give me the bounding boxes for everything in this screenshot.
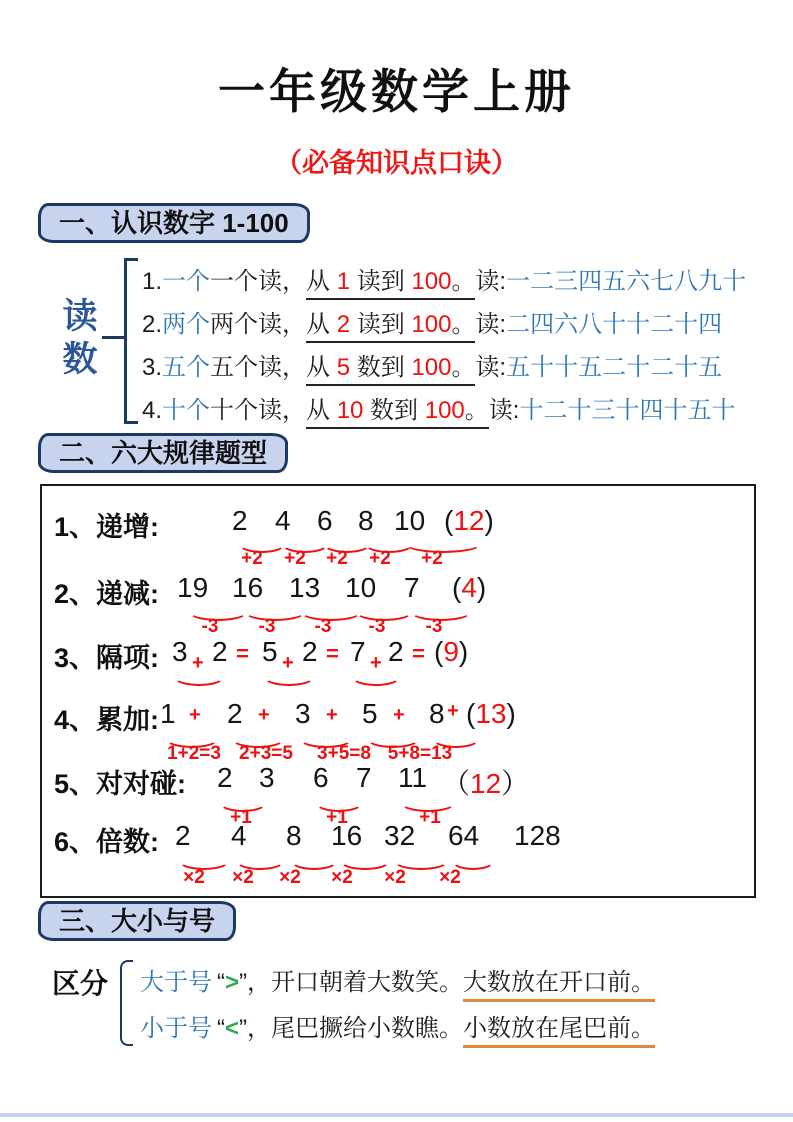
pattern-row-label: 5、对对碰:	[54, 769, 187, 799]
sum-label: 5+8=13	[387, 743, 453, 764]
step-label: +2	[284, 548, 306, 569]
pattern-number: 16	[232, 572, 264, 603]
answer-value: 12	[470, 768, 502, 799]
read-label: 读:	[475, 268, 507, 295]
bottom-divider	[0, 1113, 793, 1117]
range-end-value: 100	[411, 311, 452, 338]
pattern-number: 64	[448, 820, 480, 851]
range-text: 。	[464, 397, 489, 424]
plus-sign: +	[189, 704, 201, 726]
pattern-number: 4	[275, 505, 291, 536]
pattern-number: 7	[404, 572, 420, 603]
range-text: 读到	[350, 268, 412, 295]
quote-open: “	[217, 969, 225, 996]
plus-sign: +	[326, 704, 338, 726]
line-text: 两个读，	[210, 311, 307, 338]
quote-open: “	[217, 1015, 225, 1042]
pattern-row-label: 1、递增:	[54, 512, 160, 542]
pattern-answer	[434, 636, 468, 668]
pattern-number: 3	[295, 698, 311, 729]
reading-line-3	[142, 347, 722, 382]
paren-close: )	[476, 572, 487, 603]
pattern-number: 6	[313, 762, 329, 793]
range-start-value: 10	[336, 397, 364, 424]
underlined-range	[306, 354, 475, 386]
equals-sign: =	[412, 641, 425, 666]
plus-sign: +	[370, 652, 382, 674]
range-start-value: 2	[336, 311, 351, 338]
quote-close: ”，	[239, 1015, 272, 1042]
range-end-value: 100	[411, 354, 452, 381]
pattern-number: 7	[350, 636, 366, 667]
range-text: 从	[306, 311, 337, 338]
step-label: -3	[425, 616, 443, 637]
answer-value: 4	[461, 572, 477, 603]
greater-than-symbol: >	[225, 969, 240, 996]
pattern-number: 19	[177, 572, 209, 603]
read-label: 读:	[488, 397, 520, 424]
reading-sequence: 一二三四五六七八九十	[506, 268, 747, 295]
paren-close: ）	[501, 768, 530, 799]
pattern-number: 10	[345, 572, 377, 603]
pattern-number: 11	[398, 762, 428, 793]
less-than-symbol: <	[225, 1015, 240, 1042]
paren-close: )	[484, 505, 494, 536]
step-label: +1	[230, 807, 252, 828]
pattern-number: 2	[227, 698, 243, 729]
plus-sign: +	[258, 704, 270, 726]
paren-open: (	[444, 505, 454, 536]
step-label: -3	[368, 616, 386, 637]
pattern-number: 8	[429, 698, 445, 729]
compare-line-less	[140, 1008, 655, 1043]
arc-decoration	[173, 667, 225, 686]
pattern-number: 3	[259, 762, 275, 793]
lead-term: 一个	[162, 268, 211, 295]
range-text: 。	[451, 311, 476, 338]
pattern-number: 2	[175, 820, 191, 851]
reading-line-4	[142, 390, 735, 425]
step-label: -3	[314, 616, 332, 637]
pattern-answer	[442, 762, 529, 802]
line-number: 4.	[142, 397, 163, 424]
section3-heading: 三、大小与号	[38, 901, 236, 941]
underlined-range	[306, 397, 489, 429]
section3-bracket	[120, 960, 133, 1046]
underlined-range	[306, 311, 475, 343]
equals-sign: =	[236, 641, 249, 666]
pattern-answer	[452, 572, 486, 604]
paren-open: (	[452, 572, 462, 603]
pattern-number: 32	[384, 820, 416, 851]
reading-line-1	[142, 261, 746, 296]
line-text: 五个读，	[210, 354, 307, 381]
section1-heading: 一、认识数字 1-100	[38, 203, 310, 243]
step-label: ×2	[232, 867, 254, 888]
underlined-range	[306, 268, 475, 300]
sum-label: 2+3=5	[239, 743, 293, 764]
pattern-answer	[444, 505, 494, 537]
pattern-number: 6	[317, 505, 333, 536]
range-start-value: 1	[336, 268, 351, 295]
lead-term: 两个	[162, 311, 211, 338]
section1-side-label: 读数	[58, 297, 97, 383]
pattern-number: 13	[289, 572, 321, 603]
step-label: ×2	[331, 867, 353, 888]
plus-sign: +	[282, 652, 294, 674]
line-number: 3.	[142, 354, 163, 381]
paren-open: (	[466, 698, 476, 729]
range-text: 数到	[350, 354, 412, 381]
range-text: 读到	[350, 311, 412, 338]
pattern-number: 1	[160, 698, 176, 729]
pattern-row-label: 6、倍数:	[54, 827, 160, 857]
range-text: 从	[306, 268, 337, 295]
pattern-number: 2	[302, 636, 318, 667]
paren-open: (	[434, 636, 444, 667]
rule-text: 小数放在尾巴前。	[463, 1015, 655, 1048]
pattern-number: 2	[212, 636, 228, 667]
step-label: +2	[241, 548, 263, 569]
mnemonic-text: 开口朝着大数笑。	[271, 969, 464, 996]
paren-close: )	[458, 636, 469, 667]
lead-term: 五个	[162, 354, 211, 381]
step-label: ×2	[439, 867, 461, 888]
sum-label: 1+2=3	[167, 743, 221, 764]
equals-sign: =	[326, 641, 339, 666]
step-label: +2	[421, 548, 443, 569]
pattern-number: 2	[217, 762, 233, 793]
step-label: +2	[326, 548, 348, 569]
line-text: 十个读，	[210, 397, 307, 424]
range-text: 。	[451, 268, 476, 295]
arc-decoration	[351, 667, 401, 686]
pattern-row-label: 3、隔项:	[54, 643, 160, 673]
pattern-number: 10	[394, 505, 426, 536]
quote-close: ”，	[239, 969, 272, 996]
pattern-number: 16	[331, 820, 363, 851]
range-start-value: 5	[336, 354, 351, 381]
pattern-number: 8	[358, 505, 374, 536]
section2-heading: 二、六大规律题型	[38, 433, 288, 473]
pattern-number: 2	[388, 636, 404, 667]
range-text: 数到	[363, 397, 425, 424]
page-title: 一年级数学上册	[218, 65, 575, 118]
step-label: ×2	[183, 867, 205, 888]
arc-decoration	[263, 667, 315, 686]
pattern-number: 128	[514, 820, 561, 851]
answer-value: 13	[475, 698, 507, 729]
mnemonic-text: 尾巴撅给小数瞧。	[271, 1015, 464, 1042]
pattern-number: 7	[356, 762, 372, 793]
answer-value: 9	[443, 636, 459, 667]
lead-term: 十个	[162, 397, 211, 424]
range-end-value: 100	[424, 397, 465, 424]
symbol-term: 小于号	[140, 1015, 212, 1042]
section1-bracket-dash	[102, 336, 124, 339]
pattern-number: 4	[231, 820, 247, 851]
reading-sequence: 二四六八十十二十四	[506, 311, 723, 338]
symbol-term: 大于号	[140, 969, 212, 996]
arc-decoration	[404, 534, 482, 553]
section1-bracket	[124, 258, 138, 424]
plus-sign: +	[192, 652, 204, 674]
patterns-box	[40, 484, 756, 898]
pattern-row-label: 2、递减:	[54, 579, 160, 609]
compare-line-greater	[140, 962, 655, 997]
step-label: +1	[419, 807, 441, 828]
paren-open: （	[442, 768, 471, 799]
pattern-answer	[466, 698, 516, 730]
sum-label: 3+5=8	[317, 743, 371, 764]
step-label: -3	[258, 616, 276, 637]
range-text: 从	[306, 354, 337, 381]
answer-value: 12	[453, 505, 485, 536]
range-text: 。	[451, 354, 476, 381]
reading-sequence: 十二十三十四十五十	[519, 397, 736, 424]
line-number: 1.	[142, 268, 163, 295]
range-text: 从	[306, 397, 337, 424]
range-end-value: 100	[411, 268, 452, 295]
pattern-number: 3	[172, 636, 188, 667]
paren-close: )	[506, 698, 516, 729]
step-label: ×2	[384, 867, 406, 888]
pattern-number: 2	[232, 505, 248, 536]
reading-line-2	[142, 304, 722, 339]
pattern-number: 5	[262, 636, 278, 667]
step-label: +1	[326, 807, 348, 828]
step-label: ×2	[279, 867, 301, 888]
pattern-number: 5	[362, 698, 378, 729]
plus-sign: +	[447, 700, 459, 722]
read-label: 读:	[475, 354, 507, 381]
step-label: -3	[201, 616, 219, 637]
pattern-number: 8	[286, 820, 302, 851]
section3-side-label: 区分	[52, 968, 109, 999]
read-label: 读:	[475, 311, 507, 338]
rule-text: 大数放在开口前。	[463, 969, 655, 1002]
step-label: +2	[369, 548, 391, 569]
page-subtitle: （必备知识点口诀）	[275, 148, 518, 178]
pattern-row-label: 4、累加:	[54, 705, 160, 735]
reading-sequence: 五十十五二十二十五	[506, 354, 723, 381]
plus-sign: +	[393, 704, 405, 726]
line-text: 一个读，	[210, 268, 307, 295]
line-number: 2.	[142, 311, 163, 338]
